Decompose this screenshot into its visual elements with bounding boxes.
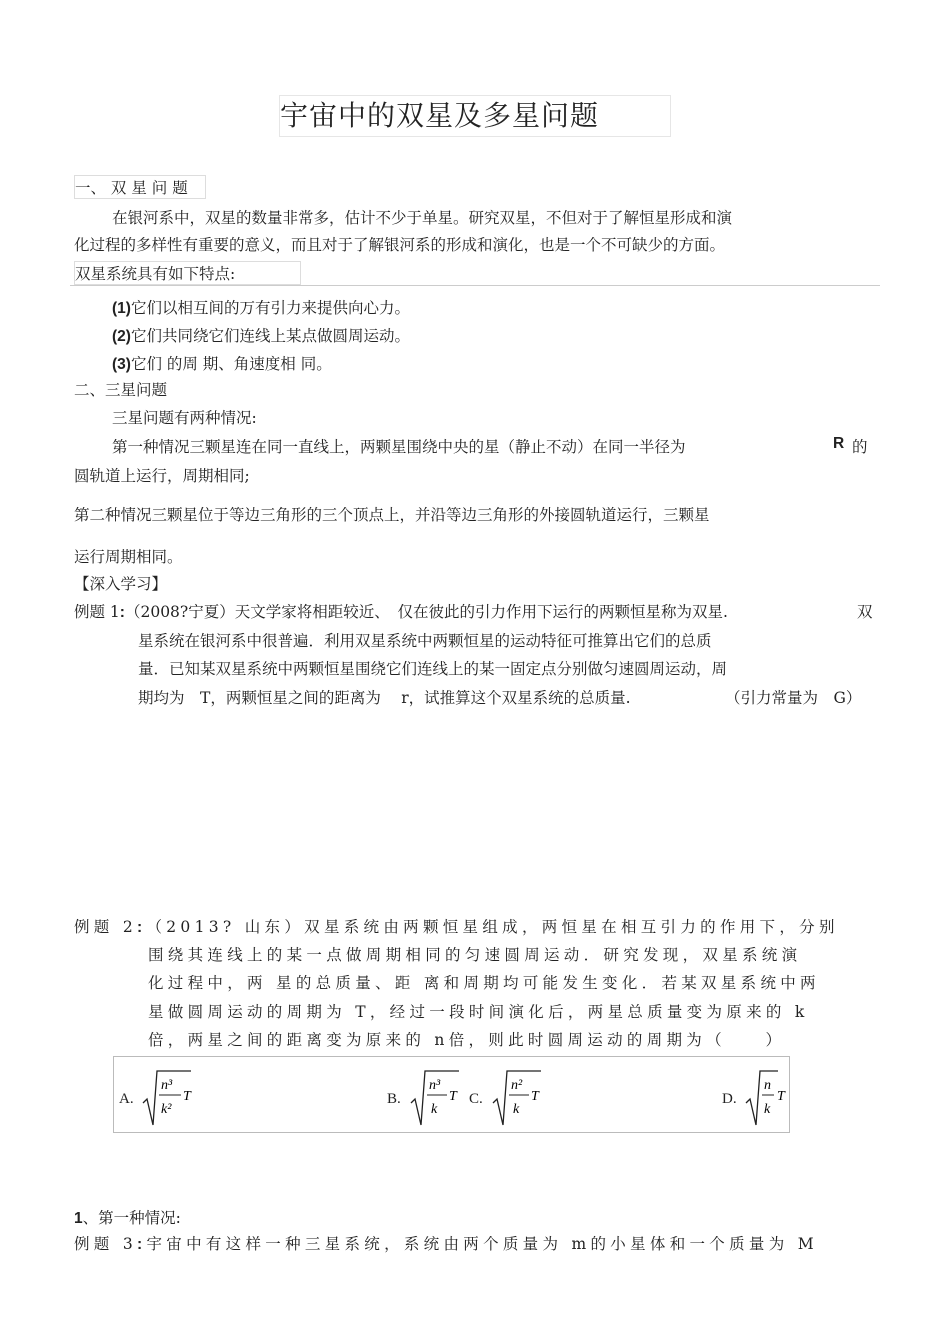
example-1-line-1: （2008?宁夏）天文学家将相距较近、 仅在彼此的引力作用下运行的两颗恒星称为双星. xyxy=(124,603,728,621)
option-b-t: T xyxy=(449,1089,457,1104)
example-2-first-line xyxy=(74,915,839,937)
option-d-numerator: n xyxy=(764,1078,771,1093)
example-2-line-1: （2013? 山东）双星系统由两颗恒星组成，两恒星在相互引力的作用下，分别 xyxy=(146,918,839,936)
case-1-de: 的 xyxy=(852,438,868,456)
case-1-heading xyxy=(74,1206,181,1228)
example-1-line-4-end: （引力常量为 G） xyxy=(725,689,862,707)
option-d-label: D. xyxy=(722,1091,737,1107)
case-2-line-2: 运行周期相同。 xyxy=(74,548,183,566)
example-2-label: 例题 2: xyxy=(74,918,147,936)
case-1-line-1: 第一种情况三颗星连在同一直线上，两颗星围绕中央的星（静止不动）在同一半径为 xyxy=(112,438,686,456)
feature-1 xyxy=(112,296,410,318)
example-3-line-1: 宇宙中有这样一种三星系统，系统由两个质量为 m的小星体和一个质量为 M xyxy=(146,1235,818,1253)
option-a-t: T xyxy=(183,1089,191,1104)
option-c-numerator: n² xyxy=(511,1078,523,1093)
example-1-line-1-end: 双 xyxy=(857,603,873,621)
option-c-t: T xyxy=(531,1089,539,1104)
example-2-line-2: 围绕其连线上的某一点做周期相同的匀速圆周运动．研究发现，双星系统演 xyxy=(148,946,802,964)
feature-1-number: (1) xyxy=(112,300,131,317)
case-1-text: 、第一种情况: xyxy=(82,1209,181,1227)
option-a-numerator: n³ xyxy=(161,1078,173,1093)
example-1-label: 例题 1: xyxy=(74,603,125,621)
option-d-formula xyxy=(744,1067,804,1127)
option-b-label: B. xyxy=(387,1091,401,1107)
feature-2-text: 它们共同绕它们连线上某点做圆周运动。 xyxy=(130,327,410,345)
case-2-line-1: 第二种情况三颗星位于等边三角形的三个顶点上，并沿等边三角形的外接圆轨道运行，三颗星 xyxy=(74,506,710,524)
deep-learning-heading: 【深入学习】 xyxy=(74,575,168,593)
feature-2-number: (2) xyxy=(112,328,131,345)
page-title: 宇宙中的双星及多星问题 xyxy=(279,95,671,137)
option-a-label: A. xyxy=(119,1091,134,1107)
option-a-formula xyxy=(141,1067,201,1127)
features-intro-box xyxy=(74,261,301,285)
example-1-line-4: 期均为 T，两颗恒星之间的距离为 r，试推算这个双星系统的总质量. xyxy=(138,689,631,707)
option-a-denominator: k² xyxy=(161,1102,172,1117)
example-1-first-line xyxy=(74,600,728,622)
features-intro: 双星系统具有如下特点: xyxy=(75,265,236,283)
option-b-formula xyxy=(409,1067,469,1127)
case-1-number: 1 xyxy=(74,1210,83,1227)
answer-options xyxy=(113,1056,790,1133)
section-2-heading: 二、三星问题 xyxy=(74,381,168,399)
example-1-line-3: 量．已知某双星系统中两颗恒星围绕它们连线上的某一固定点分别做匀速圆周运动，周 xyxy=(138,660,728,678)
feature-3-text: 它们 的周 期、角速度相 同。 xyxy=(130,355,332,373)
s1-paragraph-line-2: 化过程的多样性有重要的意义，而且对于了解银河系的形成和演化，也是一个不可缺少的方面。 xyxy=(74,236,726,254)
example-3-first-line xyxy=(74,1232,818,1254)
case-1-line-2: 圆轨道上运行，周期相同; xyxy=(74,467,250,485)
option-b-numerator: n³ xyxy=(429,1078,441,1093)
radius-symbol: R xyxy=(833,435,845,452)
option-c-denominator: k xyxy=(513,1102,520,1117)
option-c-formula xyxy=(491,1067,551,1127)
option-d-t: T xyxy=(777,1089,785,1104)
section-1-heading-box xyxy=(74,175,206,199)
feature-2 xyxy=(112,324,410,346)
s1-paragraph-line-1: 在银河系中，双星的数量非常多，估计不少于单星。研究双星，不但对于了解恒星形成和演 xyxy=(112,209,733,227)
example-2-line-5: 倍，两星之间的距离变为原来的 n倍，则此时圆周运动的周期为（ ） xyxy=(148,1031,786,1049)
example-2-line-4: 星做圆周运动的周期为 T，经过一段时间演化后，两星总质量变为原来的 k xyxy=(148,1003,809,1021)
feature-3 xyxy=(112,352,332,374)
feature-1-text: 它们以相互间的万有引力来提供向心力。 xyxy=(130,299,410,317)
feature-3-number: (3) xyxy=(112,356,131,373)
option-d-denominator: k xyxy=(764,1102,771,1117)
example-2-line-3: 化过程中，两 星的总质量、距 离和周期均可能发生变化．若某双星系统中两 xyxy=(148,974,820,992)
section-1-heading: 一、 双 星 问 题 xyxy=(75,179,188,197)
example-1-line-2: 星系统在银河系中很普遍．利用双星系统中两颗恒星的运动特征可推算出它们的总质 xyxy=(138,632,712,650)
option-b-denominator: k xyxy=(431,1102,438,1117)
divider xyxy=(70,285,880,286)
option-c-label: C. xyxy=(469,1091,483,1107)
example-3-label: 例题 3: xyxy=(74,1235,147,1253)
s2-intro: 三星问题有两种情况: xyxy=(112,409,257,427)
